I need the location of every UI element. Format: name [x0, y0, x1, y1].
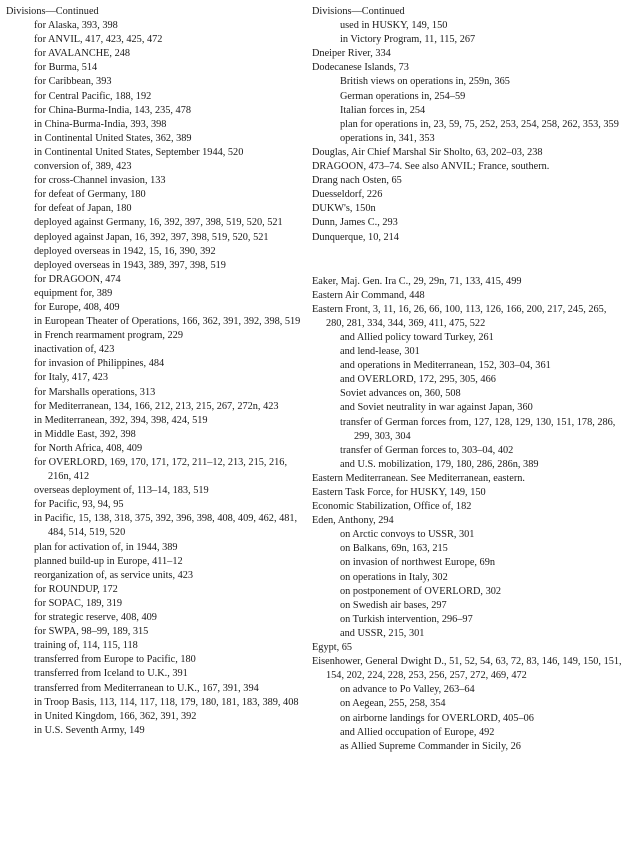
index-subentry: reorganization of, as service units, 423 — [34, 569, 194, 581]
index-subentry: in U.S. Seventh Army, 149 — [34, 724, 145, 736]
index-subentry: for Europe, 408, 409 — [34, 301, 120, 313]
index-subentry: and lend-lease, 301 — [340, 346, 420, 358]
index-subentry: for ANVIL, 417, 423, 425, 472 — [34, 34, 163, 46]
index-subentry: on Balkans, 69n, 163, 215 — [340, 543, 448, 555]
index-entry: Divisions—Continued — [6, 6, 99, 17]
index-subentry: deployed overseas in 1942, 15, 16, 390, 392 — [34, 245, 216, 257]
index-subentry: transfer of German forces to, 303–04, 402 — [340, 444, 514, 456]
index-entry: Eastern Mediterranean. See Mediterranean, eastern. — [312, 472, 525, 484]
index-subentry: and Allied occupation of Europe, 492 — [340, 726, 495, 738]
index-entry: Eastern Air Command, 448 — [312, 289, 425, 301]
index-subentry: on Aegean, 255, 258, 354 — [340, 698, 446, 710]
index-subentry: and Soviet neutrality in war against Japan, 360 — [340, 402, 533, 414]
index-entry: Eastern Task Force, for HUSKY, 149, 150 — [312, 487, 486, 498]
index-subentry: on Turkish intervention, 296–97 — [340, 613, 473, 625]
index-column-right — [312, 5, 622, 754]
index-subentry: Italian forces in, 254 — [340, 104, 426, 116]
index-subentry: deployed against Germany, 16, 392, 397, 398, 519, 520, 521 — [34, 217, 283, 229]
index-subentry: transfer of German forces from, 127, 128, 129, 130, 151, 178, 286, 299, 303, 304 — [340, 416, 616, 442]
index-subentry: as Allied Supreme Commander in Sicily, 26 — [340, 740, 521, 752]
index-subentry: for Caribbean, 393 — [34, 76, 112, 88]
index-subentry: for North Africa, 408, 409 — [34, 442, 143, 454]
index-subentry: for strategic reserve, 408, 409 — [34, 612, 157, 624]
index-subentry: for Pacific, 93, 94, 95 — [34, 499, 124, 511]
index-subentry: planned build-up in Europe, 411–12 — [34, 555, 183, 567]
index-subentry: on airborne landings for OVERLORD, 405–06 — [340, 712, 534, 724]
index-subentry: British views on operations in, 259n, 365 — [340, 76, 510, 88]
index-subentry: on postponement of OVERLORD, 302 — [340, 585, 502, 597]
index-column-left — [6, 5, 312, 738]
index-subentry: for ROUNDUP, 172 — [34, 583, 118, 595]
index-subentry: inactivation of, 423 — [34, 344, 115, 356]
index-subentry: for Italy, 417, 423 — [34, 372, 108, 384]
index-subentry: for cross-Channel invasion, 133 — [34, 175, 166, 187]
index-subentry: for DRAGOON, 474 — [34, 273, 121, 285]
index-entry: Eisenhower, General Dwight D., 51, 52, 54, 63, 72, 83, 146, 149, 150, 151, 154, 202, 224, 228, 253, 256, 257, 272, 469, 472 — [312, 656, 622, 682]
section-gap — [326, 245, 622, 275]
index-subentry: transferred from Mediterranean to U.K., 167, 391, 394 — [34, 682, 259, 694]
index-subentry: used in HUSKY, 149, 150 — [340, 20, 448, 32]
index-subentry: on advance to Po Valley, 263–64 — [340, 684, 475, 696]
index-subentry: for AVALANCHE, 248 — [34, 48, 131, 60]
index-subentry: deployed overseas in 1943, 389, 397, 398, 519 — [34, 259, 226, 271]
index-entry: Dodecanese Islands, 73 — [312, 62, 409, 74]
index-subentry: for Central Pacific, 188, 192 — [34, 90, 152, 102]
index-subentry: and U.S. mobilization, 179, 180, 286, 286n, 389 — [340, 458, 539, 470]
index-subentry: plan for activation of, in 1944, 389 — [34, 541, 178, 553]
index-subentry: and operations in Mediterranean, 152, 303–04, 361 — [340, 360, 551, 372]
index-subentry: German operations in, 254–59 — [340, 90, 466, 102]
index-subentry: in China-Burma-India, 393, 398 — [34, 118, 167, 130]
index-subentry: on Arctic convoys to USSR, 301 — [340, 529, 475, 541]
index-subentry: and Allied policy toward Turkey, 261 — [340, 331, 494, 343]
index-subentry: on operations in Italy, 302 — [340, 571, 448, 583]
index-subentry: for defeat of Germany, 180 — [34, 189, 146, 201]
index-subentry: in Victory Program, 11, 115, 267 — [340, 34, 476, 46]
index-entry: Egypt, 65 — [312, 642, 353, 654]
index-subentry: in Middle East, 392, 398 — [34, 428, 136, 440]
index-subentry: in European Theater of Operations, 166, 362, 391, 392, 398, 519 — [34, 316, 301, 328]
index-subentry: conversion of, 389, 423 — [34, 161, 132, 173]
index-entry: Dneiper River, 334 — [312, 48, 391, 60]
index-subentry: for OVERLORD, 169, 170, 171, 172, 211–12, 213, 215, 216, 216n, 412 — [34, 457, 288, 483]
index-entry: Dunquerque, 10, 214 — [312, 231, 399, 243]
index-entry: Douglas, Air Chief Marshal Sir Sholto, 63, 202–03, 238 — [312, 146, 543, 158]
index-subentry: and USSR, 215, 301 — [340, 627, 425, 639]
index-subentry: for SOPAC, 189, 319 — [34, 597, 123, 609]
index-subentry: for defeat of Japan, 180 — [34, 203, 132, 215]
index-subentry: in Pacific, 15, 138, 318, 375, 392, 396, 398, 408, 409, 462, 481, 484, 514, 519, 520 — [34, 513, 298, 539]
index-subentry: Soviet advances on, 360, 508 — [340, 388, 461, 400]
index-subentry: on Swedish air bases, 297 — [340, 599, 447, 611]
index-subentry: for Alaska, 393, 398 — [34, 20, 118, 32]
index-subentry: deployed against Japan, 16, 392, 397, 398, 519, 520, 521 — [34, 231, 269, 243]
index-entry: Duesseldorf, 226 — [312, 189, 383, 201]
index-subentry: operations in, 341, 353 — [340, 132, 435, 144]
index-subentry: in Troop Basis, 113, 114, 117, 118, 179, 180, 181, 183, 389, 408 — [34, 696, 299, 708]
index-subentry: in French rearmament program, 229 — [34, 330, 183, 342]
index-subentry: for Mediterranean, 134, 166, 212, 213, 215, 267, 272n, 423 — [34, 400, 279, 412]
index-entry: Eden, Anthony, 294 — [312, 515, 394, 527]
index-subentry: in Mediterranean, 392, 394, 398, 424, 519 — [34, 414, 208, 426]
index-subentry: transferred from Europe to Pacific, 180 — [34, 654, 196, 666]
index-subentry: equipment for, 389 — [34, 287, 113, 299]
index-subentry: training of, 114, 115, 118 — [34, 640, 138, 652]
index-subentry: in Continental United States, September 1944, 520 — [34, 146, 244, 158]
index-entry: Eastern Front, 3, 11, 16, 26, 66, 100, 113, 126, 166, 200, 217, 245, 265, 280, 281, 334, 344, 369, 411, 475, 522 — [312, 303, 607, 329]
index-subentry: transferred from Iceland to U.K., 391 — [34, 668, 188, 680]
index-subentry: for China-Burma-India, 143, 235, 478 — [34, 104, 191, 116]
index-subentry: in Continental United States, 362, 389 — [34, 132, 192, 144]
index-subentry: in United Kingdom, 166, 362, 391, 392 — [34, 710, 197, 722]
index-subentry: for SWPA, 98–99, 189, 315 — [34, 626, 149, 638]
index-entry: DRAGOON, 473–74. See also ANVIL; France, southern. — [312, 161, 550, 173]
index-subentry: on invasion of northwest Europe, 69n — [340, 557, 496, 569]
index-subentry: and OVERLORD, 172, 295, 305, 466 — [340, 374, 496, 386]
index-subentry: for Marshalls operations, 313 — [34, 386, 156, 398]
index-entry: Drang nach Osten, 65 — [312, 175, 402, 187]
index-entry: Dunn, James C., 293 — [312, 217, 398, 229]
index-entry: Divisions—Continued — [312, 6, 405, 17]
index-entry: Economic Stabilization, Office of, 182 — [312, 501, 472, 513]
index-entry: Eaker, Maj. Gen. Ira C., 29, 29n, 71, 133, 415, 499 — [312, 275, 522, 287]
index-subentry: for invasion of Philippines, 484 — [34, 358, 165, 370]
index-subentry: plan for operations in, 23, 59, 75, 252, 253, 254, 258, 262, 353, 359 — [340, 118, 619, 130]
index-subentry: overseas deployment of, 113–14, 183, 519 — [34, 485, 209, 497]
index-entry: DUKW's, 150n — [312, 203, 376, 215]
index-subentry: for Burma, 514 — [34, 62, 98, 74]
